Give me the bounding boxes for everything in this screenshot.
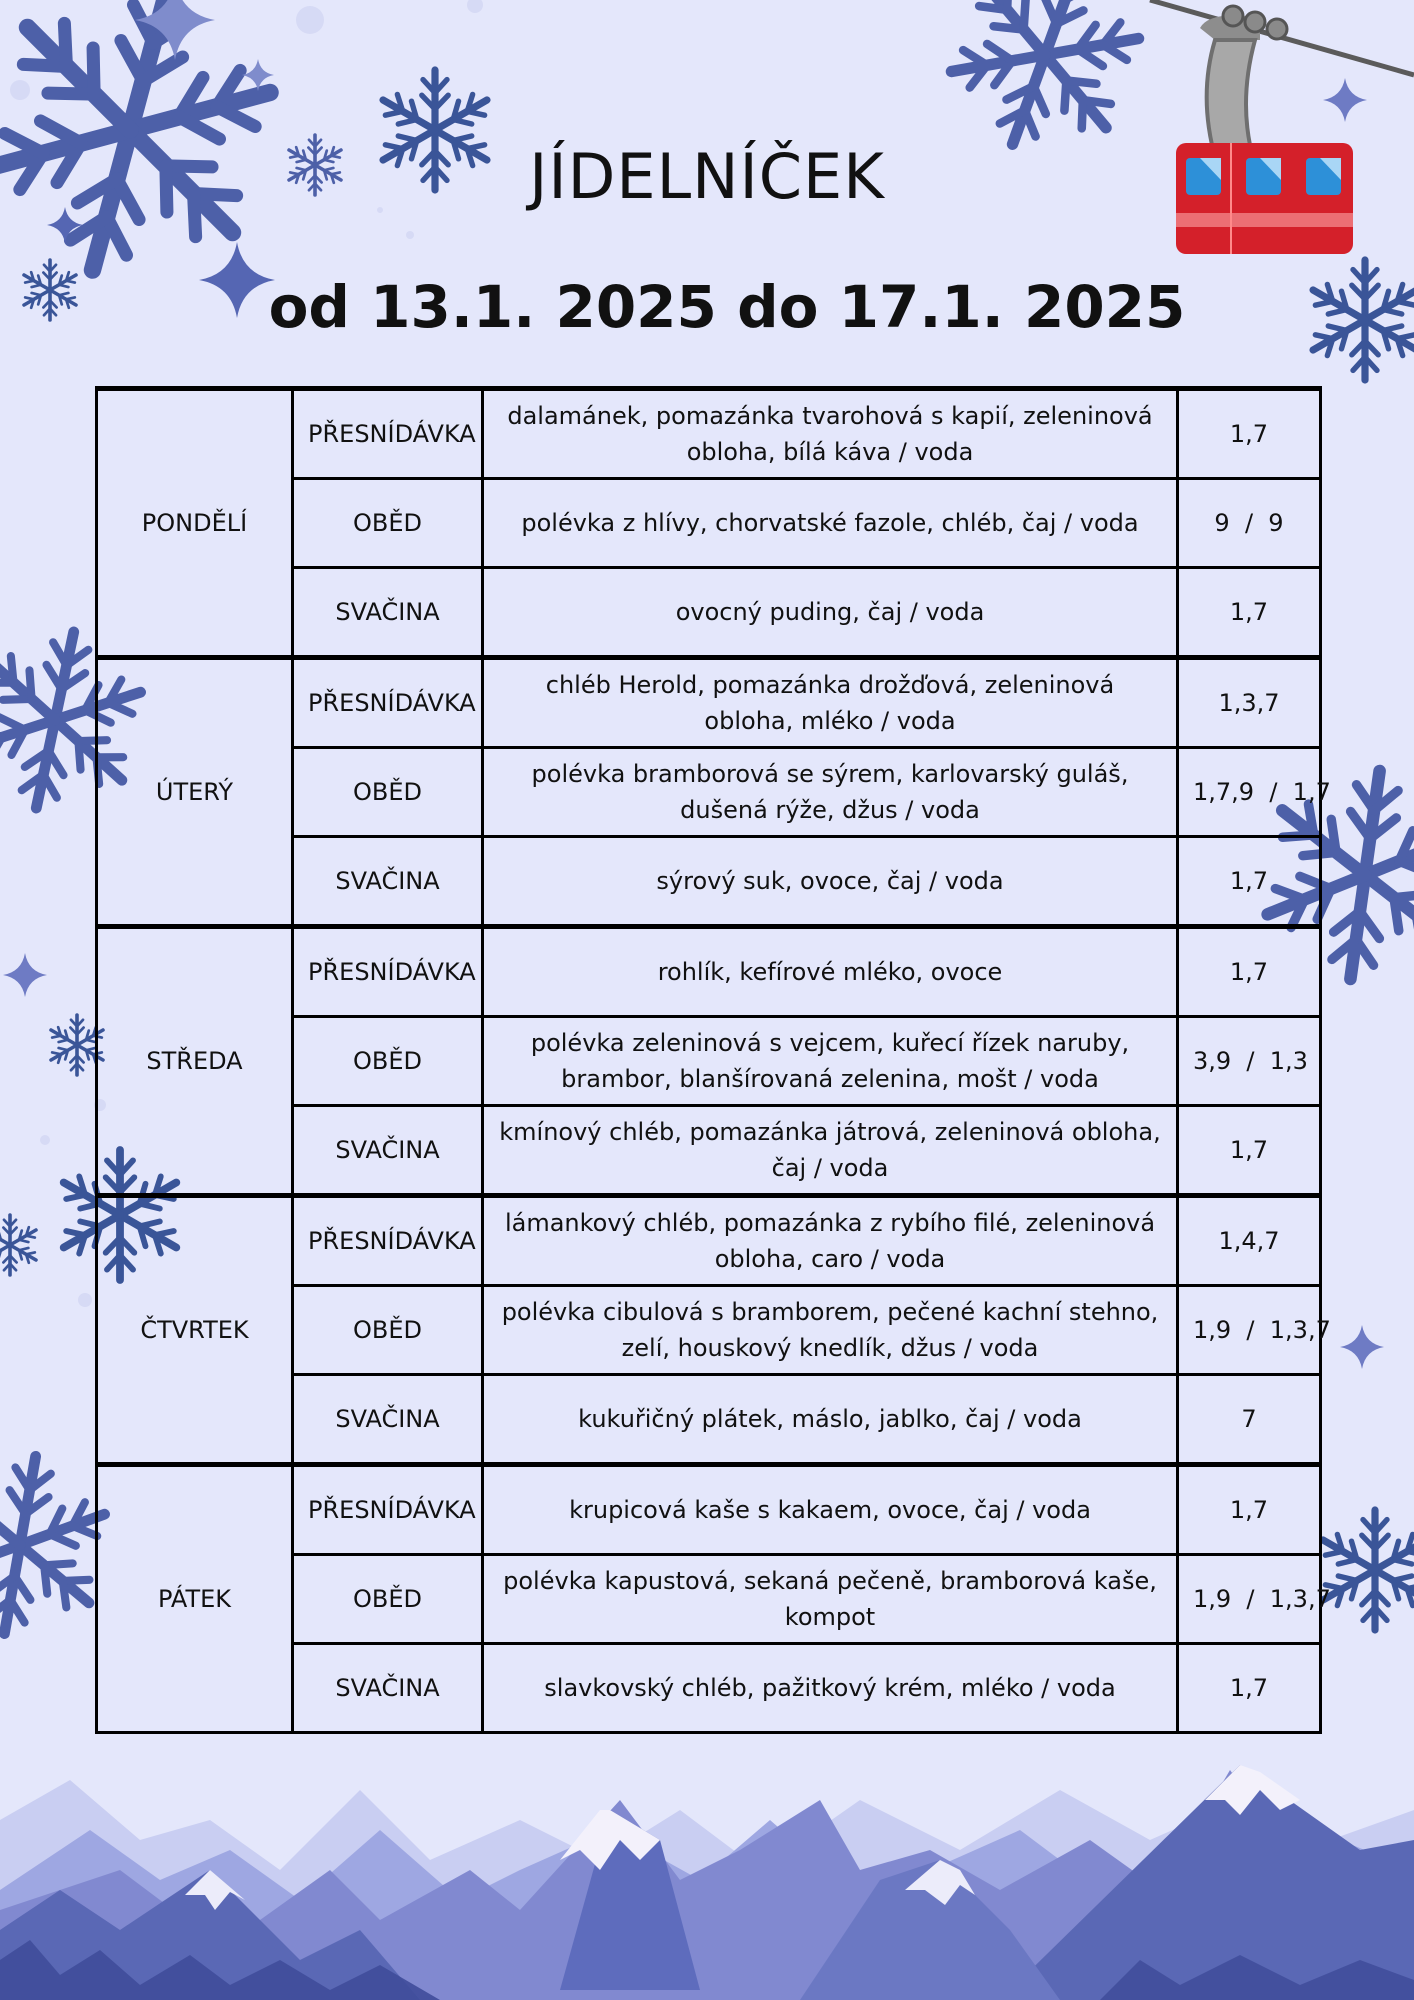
- food-cell: polévka kapustová, sekaná pečeně, bramborová kaše, kompot: [483, 1555, 1178, 1644]
- allergens-cell: 9 / 9: [1178, 479, 1321, 568]
- meal-type-cell: PŘESNÍDÁVKA: [293, 658, 483, 748]
- sparkle-icon: [1323, 78, 1367, 122]
- food-cell: polévka zeleninová s vejcem, kuřecí řízek naruby, brambor, blanšírovaná zelenina, mošt / voda: [483, 1017, 1178, 1106]
- table-row: [97, 1465, 1321, 1555]
- allergens-cell: 1,4,7: [1178, 1196, 1321, 1286]
- allergens-cell: 1,7: [1178, 1106, 1321, 1196]
- meal-type-cell: OBĚD: [293, 748, 483, 837]
- allergens-cell: 1,7: [1178, 927, 1321, 1017]
- meal-type-cell: SVAČINA: [293, 1375, 483, 1465]
- food-cell: chléb Herold, pomazánka drožďová, zeleninová obloha, mléko / voda: [483, 658, 1178, 748]
- day-name-cell: STŘEDA: [97, 927, 293, 1196]
- meal-type-cell: SVAČINA: [293, 568, 483, 658]
- food-cell: polévka z hlívy, chorvatské fazole, chléb, čaj / voda: [483, 479, 1178, 568]
- food-cell: kukuřičný plátek, máslo, jablko, čaj / voda: [483, 1375, 1178, 1465]
- cable-car-icon: [1150, 0, 1414, 254]
- allergens-cell: 1,3,7: [1178, 658, 1321, 748]
- food-cell: polévka cibulová s bramborem, pečené kachní stehno, zelí, houskový knedlík, džus / voda: [483, 1286, 1178, 1375]
- menu-table-body: [97, 389, 1331, 1733]
- meal-type-cell: SVAČINA: [293, 1644, 483, 1733]
- allergens-cell: 1,7: [1178, 837, 1321, 927]
- meal-type-cell: PŘESNÍDÁVKA: [293, 389, 483, 479]
- food-cell: rohlík, kefírové mléko, ovoce: [483, 927, 1178, 1017]
- allergens-cell: 1,9 / 1,3,7: [1178, 1286, 1321, 1375]
- meal-type-cell: PŘESNÍDÁVKA: [293, 927, 483, 1017]
- meal-type-cell: OBĚD: [293, 1286, 483, 1375]
- food-cell: ovocný puding, čaj / voda: [483, 568, 1178, 658]
- table-row: [97, 927, 1321, 1017]
- meal-type-cell: PŘESNÍDÁVKA: [293, 1465, 483, 1555]
- meal-type-cell: SVAČINA: [293, 1106, 483, 1196]
- table-row: [97, 389, 1321, 479]
- food-cell: kmínový chléb, pomazánka játrová, zeleninová obloha, čaj / voda: [483, 1106, 1178, 1196]
- table-row: [97, 658, 1321, 748]
- food-cell: slavkovský chléb, pažitkový krém, mléko / voda: [483, 1644, 1178, 1733]
- day-name-cell: PÁTEK: [97, 1465, 293, 1733]
- day-name-cell: ÚTERÝ: [97, 658, 293, 927]
- day-name-cell: PONDĚLÍ: [97, 389, 293, 658]
- allergens-cell: 1,7: [1178, 1644, 1321, 1733]
- allergens-cell: 3,9 / 1,3: [1178, 1017, 1321, 1106]
- date-range: od 13.1. 2025 do 17.1. 2025: [268, 273, 1186, 341]
- allergens-cell: 1,7: [1178, 568, 1321, 658]
- snowflake-icon: [1316, 1510, 1414, 1630]
- allergens-cell: 7: [1178, 1375, 1321, 1465]
- meal-type-cell: SVAČINA: [293, 837, 483, 927]
- food-cell: lámankový chléb, pomazánka z rybího filé, zeleninová obloha, caro / voda: [483, 1196, 1178, 1286]
- day-name-cell: ČTVRTEK: [97, 1196, 293, 1465]
- meal-type-cell: OBĚD: [293, 1555, 483, 1644]
- snowflake-icon: [0, 1215, 39, 1275]
- food-cell: dalamánek, pomazánka tvarohová s kapií, zeleninová obloha, bílá káva / voda: [483, 389, 1178, 479]
- allergens-cell: 1,7: [1178, 389, 1321, 479]
- table-row: [97, 1196, 1321, 1286]
- meal-type-cell: OBĚD: [293, 1017, 483, 1106]
- allergens-cell: 1,7: [1178, 1465, 1321, 1555]
- sparkle-icon: [3, 953, 47, 997]
- mountains-illustration: [0, 1765, 1414, 2000]
- food-cell: krupicová kaše s kakaem, ovoce, čaj / voda: [483, 1465, 1178, 1555]
- meal-type-cell: OBĚD: [293, 479, 483, 568]
- meal-type-cell: PŘESNÍDÁVKA: [293, 1196, 483, 1286]
- allergens-cell: 1,9 / 1,3,7: [1178, 1555, 1321, 1644]
- food-cell: polévka bramborová se sýrem, karlovarský guláš, dušená rýže, džus / voda: [483, 748, 1178, 837]
- food-cell: sýrový suk, ovoce, čaj / voda: [483, 837, 1178, 927]
- menu-table: [95, 386, 1331, 1734]
- allergens-cell: 1,7,9 / 1,7: [1178, 748, 1321, 837]
- page-title: JÍDELNÍČEK: [529, 140, 885, 213]
- sparkle-icon: [1340, 1325, 1384, 1369]
